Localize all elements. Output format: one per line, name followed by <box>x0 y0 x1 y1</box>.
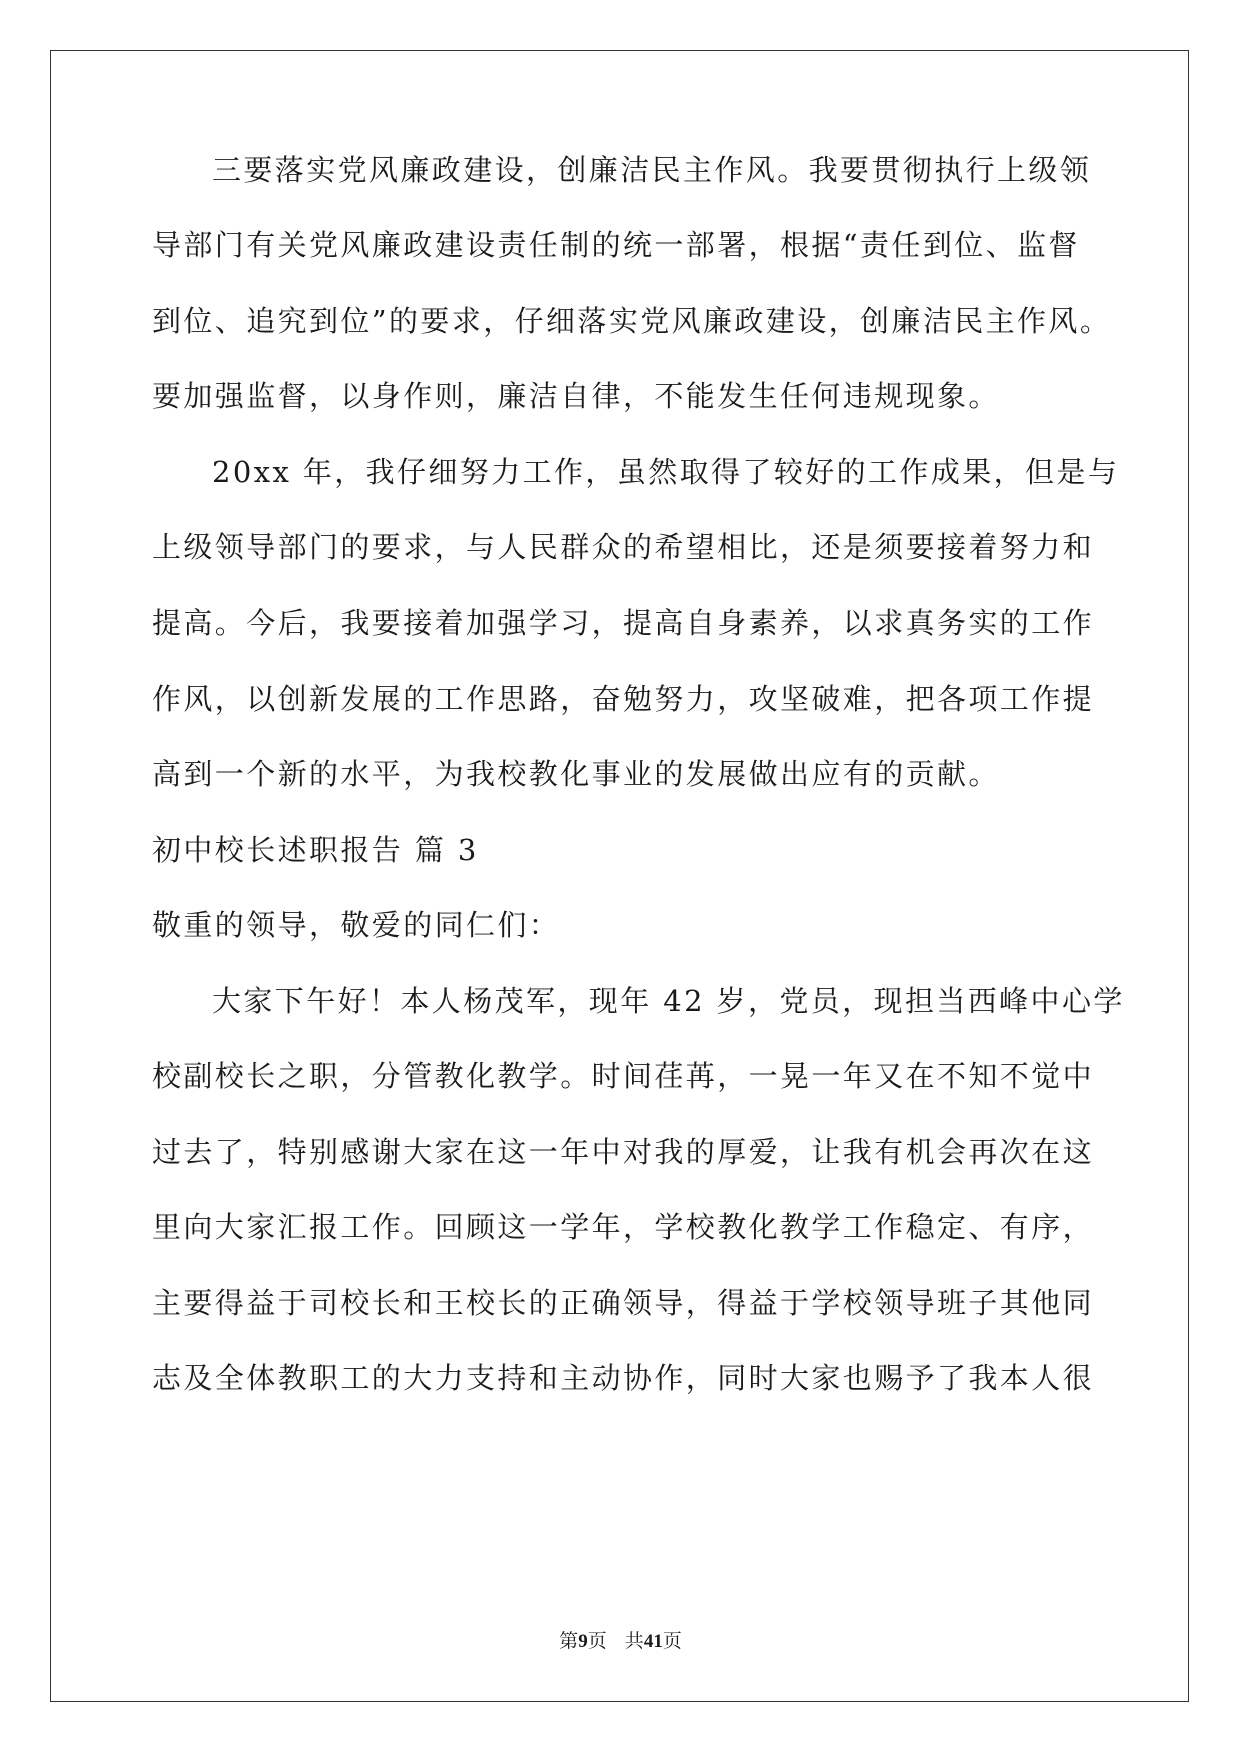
paragraph-line: 提高。今后，我要接着加强学习，提高自身素养，以求真务实的工作 <box>152 606 1095 640</box>
paragraph-line: 20xx 年，我仔细努力工作，虽然取得了较好的工作成果，但是与 <box>212 455 1120 489</box>
paragraph-line: 到位、追究到位”的要求，仔细落实党风廉政建设，创廉洁民主作风。 <box>152 304 1112 338</box>
current-page-number: 9 <box>578 1631 588 1652</box>
paragraph-line: 校副校长之职，分管教化教学。时间荏苒，一晃一年又在不知不觉中 <box>152 1059 1095 1093</box>
paragraph-line: 大家下午好！本人杨茂军，现年 42 岁，党员，现担当西峰中心学 <box>212 984 1125 1018</box>
paragraph-line: 要加强监督，以身作则，廉洁自律，不能发生任何违规现象。 <box>152 379 1000 413</box>
total-page-count: 41 <box>643 1631 663 1652</box>
paragraph-line: 志及全体教职工的大力支持和主动协作，同时大家也赐予了我本人很 <box>152 1361 1095 1395</box>
footer-middle: 页 共 <box>587 1630 644 1652</box>
paragraph-line: 导部门有关党风廉政建设责任制的统一部署，根据“责任到位、监督 <box>152 228 1080 262</box>
page-footer <box>0 1628 1241 1655</box>
paragraph-line: 作风，以创新发展的工作思路，奋勉努力，攻坚破难，把各项工作提 <box>152 682 1095 716</box>
page-border <box>50 50 1189 1702</box>
paragraph-line: 里向大家汇报工作。回顾这一学年，学校教化教学工作稳定、有序， <box>152 1210 1095 1244</box>
footer-suffix: 页 <box>662 1630 682 1652</box>
paragraph-line: 三要落实党风廉政建设，创廉洁民主作风。我要贯彻执行上级领 <box>212 153 1092 187</box>
section-heading: 初中校长述职报告 篇 3 <box>152 833 479 867</box>
paragraph-line: 上级领导部门的要求，与人民群众的希望相比，还是须要接着努力和 <box>152 530 1095 564</box>
footer-prefix: 第 <box>559 1630 579 1652</box>
paragraph-line: 高到一个新的水平，为我校教化事业的发展做出应有的贡献。 <box>152 757 1000 791</box>
paragraph-line: 过去了，特别感谢大家在这一年中对我的厚爱，让我有机会再次在这 <box>152 1135 1095 1169</box>
salutation: 敬重的领导，敬爱的同仁们： <box>152 908 561 942</box>
paragraph-line: 主要得益于司校长和王校长的正确领导，得益于学校领导班子其他同 <box>152 1286 1095 1320</box>
